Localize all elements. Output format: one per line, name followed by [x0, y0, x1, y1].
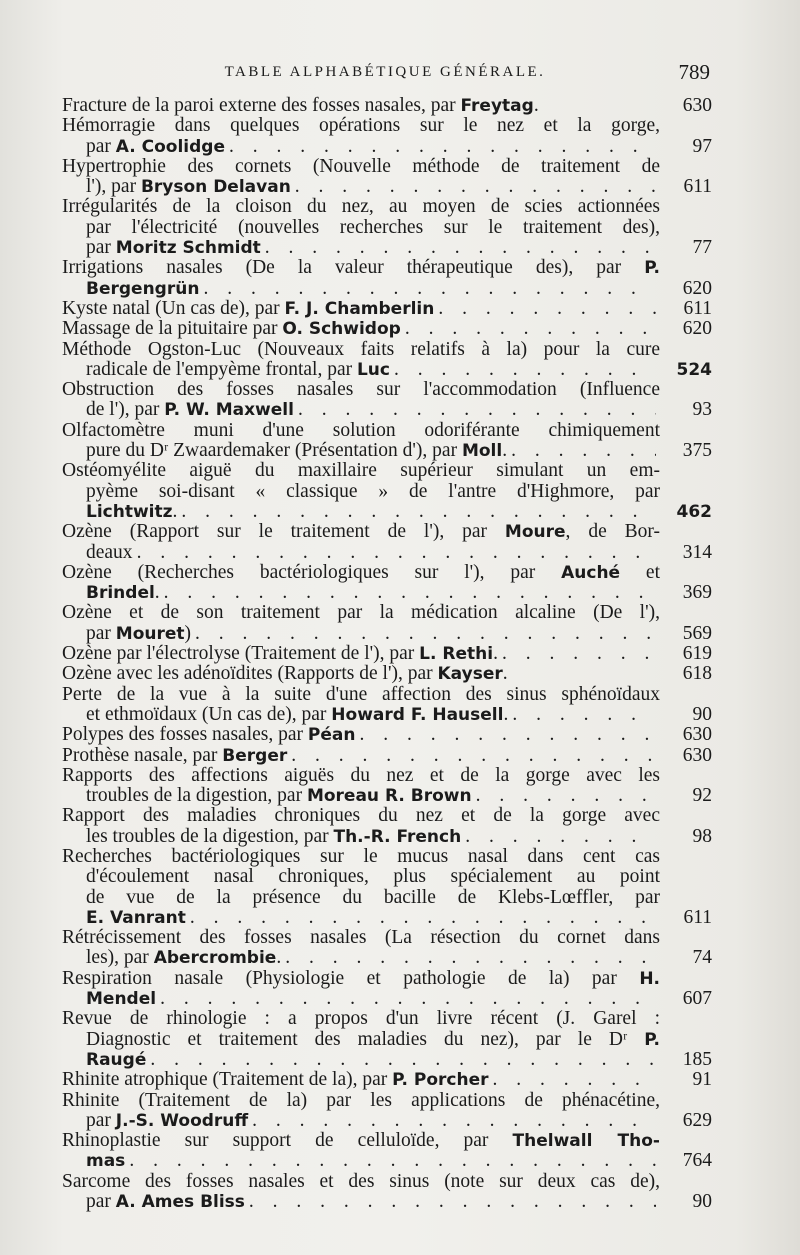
entry-author: Moreau R. Brown	[306, 786, 472, 807]
entry-author: A. Coolidge	[115, 136, 225, 157]
entry-author: mas	[86, 1151, 126, 1172]
entry-text: Kyste natal (Un cas de), par	[62, 297, 285, 319]
entry-text: Rapport des maladies chroniques du nez et de la gorge avec	[62, 805, 660, 827]
entry-author: L. Rethi	[419, 644, 494, 665]
entry-author: Howard F. Hausell	[331, 704, 504, 725]
dot-leader	[203, 279, 656, 299]
entry-author: Moritz Schmidt	[115, 238, 261, 259]
entry-author: Moll	[461, 441, 503, 462]
dot-leader	[405, 319, 656, 339]
entry-page: 620	[682, 277, 712, 299]
index-entry	[62, 340, 712, 381]
entry-text: Polypes des fosses nasales, par	[62, 724, 308, 746]
entry-page: 764	[682, 1150, 712, 1172]
entry-text: Ozène (Recherches bactériologiques sur l'), par	[62, 561, 562, 583]
entry-author: Moure	[504, 522, 566, 543]
entry-text: Rapports des affections aiguës du nez et de la gorge avec les	[62, 764, 660, 786]
entry-page: 630	[682, 744, 712, 766]
entry-text: Massage de la pituitaire par	[62, 318, 283, 340]
entry-text: Ozène par l'électrolyse (Traitement de l'), par	[62, 643, 420, 665]
page-header	[60, 60, 710, 88]
entry-text: Prothèse nasale, par	[62, 744, 223, 766]
index-entry	[62, 1009, 712, 1070]
entry-author: Berger	[222, 745, 288, 766]
entry-text: Sarcome des fosses nasales et des sinus (note sur deux cas de),	[62, 1170, 660, 1192]
entry-text: Ozène (Rapport sur le traitement de l'), par	[62, 521, 505, 543]
index-entry	[62, 461, 712, 522]
entry-text: Respiration nasale (Physiologie et pathologie de la) par	[62, 967, 640, 989]
dot-leader	[252, 1111, 656, 1131]
entry-text: troubles de la digestion, par	[86, 785, 307, 807]
entry-author: P. Porcher	[392, 1070, 489, 1091]
index-entry	[62, 928, 712, 969]
index-entries	[62, 96, 712, 1212]
entry-text: .	[154, 582, 160, 604]
entry-text: Rétrécissement des fosses nasales (La résection du cornet dans	[62, 927, 660, 949]
index-entry	[62, 421, 712, 462]
dot-leader	[298, 400, 656, 420]
entry-author: Brindel	[86, 583, 155, 604]
entry-page: 620	[682, 318, 712, 340]
entry-author: P.	[644, 258, 660, 279]
entry-page: 619	[682, 643, 712, 665]
entry-page: 185	[682, 1048, 712, 1070]
entry-author: F. J. Chamberlin	[284, 298, 435, 319]
index-entry	[62, 299, 712, 319]
entry-author: Mouret	[115, 623, 185, 644]
entry-page: 77	[692, 237, 712, 259]
entry-author: Bergengrün	[86, 278, 200, 299]
entry-text: )	[184, 622, 192, 644]
entry-author: Lichtwitz	[86, 501, 173, 522]
index-entry	[62, 380, 712, 421]
entry-author: Bryson Delavan	[140, 177, 291, 198]
dot-leader	[291, 746, 656, 766]
index-entry	[62, 197, 712, 258]
index-entry	[62, 1070, 712, 1090]
entry-page: 90	[692, 1191, 712, 1213]
entry-page: 92	[692, 785, 712, 807]
entry-page: 369	[682, 582, 712, 604]
index-entry	[62, 1091, 712, 1132]
entry-text: par	[86, 1109, 116, 1131]
entry-text: , de Bor-	[565, 521, 660, 543]
entry-page: 90	[692, 703, 712, 725]
entry-text: d'écoulement nasal chroniques, plus spécialement au point	[86, 866, 660, 888]
entry-text: par	[86, 135, 116, 157]
entry-text: les), par	[86, 947, 154, 969]
entry-text: par l'électricité (nouvelles recherches sur le traitement des),	[86, 216, 660, 238]
entry-page: 611	[683, 297, 712, 319]
entry-text: .	[276, 947, 282, 969]
entry-text: .	[172, 500, 178, 522]
entry-page: 607	[682, 988, 712, 1010]
entry-page: 630	[682, 724, 712, 746]
entry-text: Hémorragie dans quelques opérations sur le nez et la gorge,	[62, 115, 660, 137]
entry-text: de l'), par	[86, 399, 165, 421]
entry-text: Méthode Ogston-Luc (Nouveaux faits relatifs à la) pour la cure	[62, 338, 660, 360]
page-number: 789	[678, 60, 710, 84]
entry-text: Fracture de la paroi externe des fosses nasales, par	[62, 95, 461, 116]
index-entry	[62, 847, 712, 928]
dot-leader	[195, 624, 656, 644]
entry-page: 91	[692, 1069, 712, 1091]
entry-text: Revue de rhinologie : a propos d'un livre récent (J. Garel :	[62, 1008, 660, 1030]
entry-author: Luc	[356, 359, 390, 380]
entry-page: 462	[676, 501, 712, 522]
entry-text: les troubles de la digestion, par	[86, 825, 334, 847]
entry-author: Th.-R. French	[333, 826, 462, 847]
entry-text: .	[533, 95, 539, 116]
entry-page: 611	[683, 176, 712, 198]
entry-text: Hypertrophie des cornets (Nouvelle méthode de traitement de	[62, 155, 660, 177]
entry-author: Péan	[307, 725, 356, 746]
entry-page: 618	[682, 663, 712, 685]
dot-leader	[265, 238, 656, 258]
entry-text: l'), par	[86, 176, 141, 198]
index-entry	[62, 319, 712, 339]
entry-author: Auché	[561, 562, 621, 583]
entry-author: Abercrombie	[153, 948, 277, 969]
entry-author: P.	[644, 1029, 660, 1050]
entry-text: Diagnostic et traitement des maladies du nez), par le Dʳ	[86, 1028, 645, 1050]
entry-text: Rhinite atrophique (Traitement de la), par	[62, 1069, 393, 1091]
entry-text: par	[86, 622, 116, 644]
entry-text: pyème soi-disant « classique » de l'antre d'Highmore, par	[86, 480, 660, 502]
dot-leader	[295, 177, 656, 197]
entry-page: 97	[692, 135, 712, 157]
entry-text: Ozène avec les adénoïdites (Rapports de l'), par	[62, 663, 438, 685]
running-title: TABLE ALPHABÉTIQUE GÉNÉRALE.	[224, 64, 546, 80]
dot-leader	[285, 948, 656, 968]
index-entry	[62, 685, 712, 726]
dot-leader	[229, 137, 656, 157]
dot-leader	[465, 827, 656, 847]
entry-author: Mendel	[86, 989, 157, 1010]
index-entry	[62, 258, 712, 299]
dot-leader	[438, 299, 656, 319]
index-entry	[62, 603, 712, 644]
entry-text: Irrigations nasales (De la valeur thérapeutique des), par	[62, 257, 645, 279]
entry-text: Irrégularités de la cloison du nez, au moyen de scies actionnées	[62, 196, 660, 218]
entry-text: Olfactomètre muni d'une solution odoriférante chimiquement	[62, 419, 660, 441]
entry-author: E. Vanrant	[86, 907, 186, 928]
dot-leader	[129, 1151, 656, 1171]
index-entry	[62, 157, 712, 198]
entry-author: H.	[639, 968, 660, 989]
index-entry	[62, 116, 712, 157]
entry-page: 569	[682, 622, 712, 644]
dot-leader	[249, 1192, 656, 1212]
entry-text: Ostéomyélite aiguë du maxillaire supérieur simulant un em-	[62, 460, 660, 482]
entry-text: .	[502, 440, 508, 462]
index-entry	[62, 522, 712, 563]
index-entry	[62, 1172, 712, 1213]
entry-author: P. W. Maxwell	[164, 400, 294, 421]
entry-author: Thelwall Tho-	[512, 1131, 660, 1152]
entry-author: O. Schwidop	[282, 319, 401, 340]
entry-text: de vue de la présence du bacille de Klebs-Lœffler, par	[86, 886, 660, 908]
index-entry	[62, 644, 712, 664]
entry-text: et ethmoïdaux (Un cas de), par	[86, 703, 332, 725]
dot-leader	[181, 502, 656, 522]
entry-text: Rhinoplastie sur support de celluloïde, par	[62, 1130, 513, 1152]
dot-leader	[160, 989, 656, 1009]
entry-page: 611	[683, 906, 712, 928]
dot-leader	[511, 441, 656, 461]
entry-author: J.-S. Woodruff	[115, 1110, 249, 1131]
entry-text: par	[86, 1191, 116, 1213]
entry-text: radicale de l'empyème frontal, par	[86, 358, 357, 380]
entry-page: 630	[682, 95, 712, 116]
index-entry	[62, 766, 712, 807]
entry-text: pure du Dʳ Zwaardemaker (Présentation d'), par	[86, 440, 462, 462]
dot-leader	[476, 786, 656, 806]
entry-author: Freytag	[460, 96, 534, 116]
dot-leader	[150, 1050, 656, 1070]
index-entry	[62, 725, 712, 745]
entry-text: par	[86, 237, 116, 259]
entry-page: 93	[692, 399, 712, 421]
entry-text: Rhinite (Traitement de la) par les applications de phénacétine,	[62, 1089, 660, 1111]
dot-leader	[359, 725, 656, 745]
entry-page: 375	[682, 440, 712, 462]
entry-text: Obstruction des fosses nasales sur l'accommodation (Influence	[62, 379, 660, 401]
index-entry	[62, 563, 712, 604]
index-entry	[62, 96, 712, 116]
dot-leader	[164, 583, 656, 603]
entry-text: Recherches bactériologiques sur le mucus nasal dans cent cas	[62, 845, 660, 867]
index-entry	[62, 746, 712, 766]
entry-author: Raugé	[86, 1049, 147, 1070]
entry-text: .	[502, 663, 508, 685]
index-entry	[62, 664, 712, 684]
entry-text: Perte de la vue à la suite d'une affection des sinus sphénoïdaux	[62, 683, 660, 705]
dot-leader	[502, 644, 656, 664]
entry-text: et	[620, 561, 660, 583]
entry-text: .	[503, 703, 509, 725]
entry-page: 74	[692, 947, 712, 969]
dot-leader	[512, 705, 656, 725]
entry-text: Ozène et de son traitement par la médication alcaline (De l'),	[62, 602, 660, 624]
dot-leader	[190, 908, 656, 928]
entry-author: Kayser	[437, 664, 503, 685]
entry-page: 524	[676, 359, 712, 380]
entry-author: A. Ames Bliss	[115, 1192, 245, 1213]
dot-leader	[394, 360, 656, 380]
entry-page: 98	[692, 825, 712, 847]
index-entry	[62, 969, 712, 1010]
index-entry	[62, 1131, 712, 1172]
entry-text: deaux	[86, 541, 133, 563]
dot-leader	[493, 1070, 657, 1090]
dot-leader	[137, 543, 656, 563]
index-entry	[62, 806, 712, 847]
entry-page: 629	[682, 1109, 712, 1131]
entry-text: .	[493, 643, 498, 665]
entry-page: 314	[682, 541, 712, 563]
